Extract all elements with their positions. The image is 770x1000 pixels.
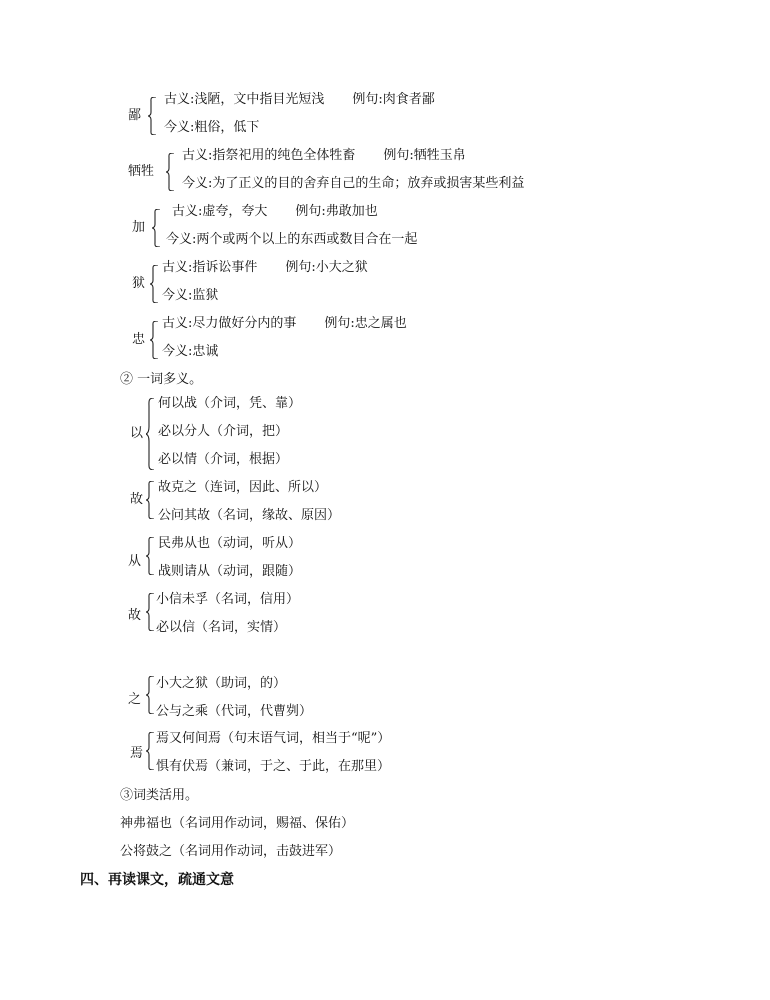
conversion-item: 神弗福也（名词用作动词，赐福、保佑） bbox=[120, 816, 355, 831]
polysemy-item: 必以情（介词，根据） bbox=[158, 452, 289, 467]
ancient-meaning: 古义:尽力做好分内的事 bbox=[162, 316, 297, 331]
modern-meaning: 今义:粗俗，低下 bbox=[164, 120, 260, 135]
ancient-meaning: 古义:指诉讼事件 bbox=[162, 260, 258, 275]
entry-word: 焉 bbox=[130, 746, 144, 761]
polysemy-item: 小信未孚（名词，信用） bbox=[156, 592, 300, 607]
polysemy-item: 公问其故（名词，缘故、原因） bbox=[158, 508, 341, 523]
entry-word: 牺牲 bbox=[128, 164, 155, 179]
ancient-meaning: 古义:指祭祀用的纯色全体牲畜 bbox=[182, 148, 356, 163]
section-heading: 四、再读课文，疏通文意 bbox=[80, 872, 234, 888]
curly-brace-icon bbox=[148, 97, 157, 135]
curly-brace-icon bbox=[146, 537, 155, 575]
curly-brace-icon bbox=[150, 265, 159, 303]
polysemy-item: 公与之乘（代词，代曹刿） bbox=[156, 704, 313, 719]
polysemy-item: 必以分人（介词，把） bbox=[158, 424, 289, 439]
example-sentence: 例句:忠之属也 bbox=[324, 316, 407, 331]
example-sentence: 例句:弗敢加也 bbox=[295, 204, 378, 219]
modern-meaning: 今义:忠诚 bbox=[162, 344, 219, 359]
polysemy-title: ② 一词多义。 bbox=[120, 372, 203, 387]
entry-word: 故 bbox=[128, 608, 142, 623]
entry-word: 狱 bbox=[132, 276, 146, 291]
curly-brace-icon bbox=[146, 676, 155, 714]
polysemy-item: 故克之（连词，因此、所以） bbox=[158, 480, 328, 495]
example-sentence: 例句:小大之狱 bbox=[285, 260, 368, 275]
conversion-title: ③词类活用。 bbox=[120, 788, 199, 803]
conversion-item: 公将鼓之（名词用作动词，击鼓进军） bbox=[120, 844, 342, 859]
polysemy-item: 必以信（名词，实情） bbox=[156, 620, 287, 635]
curly-brace-icon bbox=[146, 398, 155, 470]
polysemy-item: 战则请从（动词，跟随） bbox=[158, 564, 302, 579]
curly-brace-icon bbox=[146, 732, 155, 770]
modern-meaning: 今义:为了正义的目的舍弃自己的生命；放弃或损害某些利益 bbox=[182, 176, 525, 191]
polysemy-item: 惧有伏焉（兼词，于之、于此，在那里） bbox=[156, 759, 391, 774]
curly-brace-icon bbox=[166, 153, 175, 191]
modern-meaning: 今义:两个或两个以上的东西或数目合在一起 bbox=[166, 232, 418, 247]
polysemy-item: 何以战（介词，凭、靠） bbox=[158, 396, 302, 411]
ancient-meaning: 古义:虚夸，夸大 bbox=[172, 204, 268, 219]
curly-brace-icon bbox=[150, 321, 159, 359]
curly-brace-icon bbox=[146, 593, 155, 631]
ancient-meaning: 古义:浅陋，文中指目光短浅 bbox=[164, 92, 325, 107]
polysemy-item: 民弗从也（动词，听从） bbox=[158, 536, 302, 551]
entry-word: 之 bbox=[128, 692, 142, 707]
entry-word: 从 bbox=[128, 554, 142, 569]
example-sentence: 例句:牺牲玉帛 bbox=[383, 148, 466, 163]
example-sentence: 例句:肉食者鄙 bbox=[352, 92, 435, 107]
entry-word: 加 bbox=[132, 220, 146, 235]
curly-brace-icon bbox=[152, 209, 161, 247]
entry-word: 以 bbox=[130, 426, 144, 441]
entry-word: 鄙 bbox=[128, 108, 142, 123]
polysemy-item: 小大之狱（助词，的） bbox=[156, 676, 287, 691]
polysemy-item: 焉又何间焉（句末语气词，相当于“呢”） bbox=[156, 731, 391, 746]
entry-word: 忠 bbox=[132, 332, 146, 347]
modern-meaning: 今义:监狱 bbox=[162, 288, 219, 303]
curly-brace-icon bbox=[146, 481, 155, 519]
entry-word: 故 bbox=[130, 492, 144, 507]
